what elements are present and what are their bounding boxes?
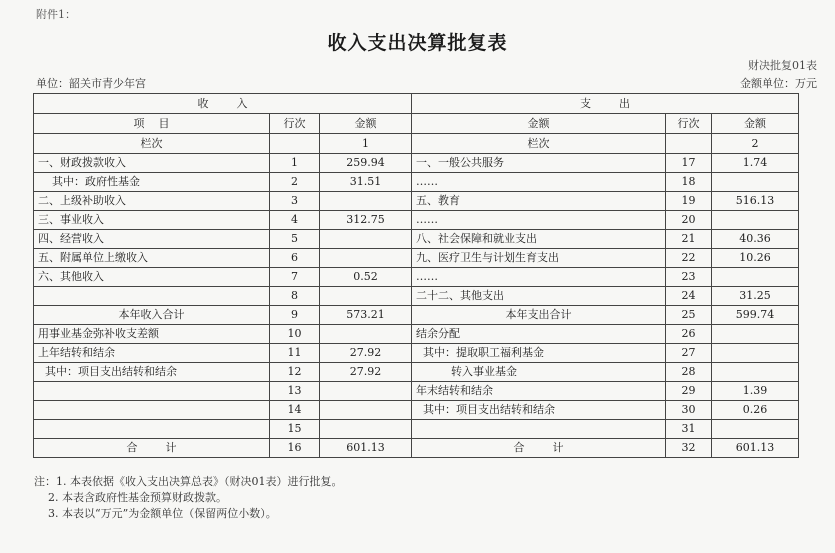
expense-item: 八、社会保障和就业支出 (412, 230, 666, 249)
expense-amount (712, 268, 799, 287)
table-row (34, 287, 799, 306)
expense-amount: 0.26 (712, 401, 799, 420)
income-amount: 312.75 (320, 211, 412, 230)
col-label-right: 栏次 (412, 134, 666, 154)
income-item: 二、上级补助收入 (34, 192, 270, 211)
expense-line-no-header: 行次 (666, 114, 712, 134)
expense-line-no: 20 (666, 211, 712, 230)
income-line-no: 4 (270, 211, 320, 230)
note-2: 2. 本表含政府性基金预算财政拨款。 (34, 491, 227, 504)
table-row (34, 211, 799, 230)
expense-line-no: 19 (666, 192, 712, 211)
income-item: 五、附属单位上缴收入 (34, 249, 270, 268)
expense-amount: 601.13 (712, 439, 799, 458)
expense-item: 五、教育 (412, 192, 666, 211)
income-amount (320, 401, 412, 420)
expense-line-no: 25 (666, 306, 712, 325)
income-line-no: 10 (270, 325, 320, 344)
expense-header: 支 出 (412, 94, 799, 114)
empty-cell (666, 134, 712, 154)
line-no-header: 行次 (270, 114, 320, 134)
table-row (34, 192, 799, 211)
income-amount: 573.21 (320, 306, 412, 325)
table-row (34, 344, 799, 363)
expense-amount (712, 344, 799, 363)
income-amount: 0.52 (320, 268, 412, 287)
income-item: 合 计 (34, 439, 270, 458)
income-amount (320, 287, 412, 306)
income-line-no: 9 (270, 306, 320, 325)
expense-line-no: 24 (666, 287, 712, 306)
expense-item: 一、一般公共服务 (412, 154, 666, 173)
expense-item-header: 金额 (412, 114, 666, 134)
header-row-col-index (34, 134, 799, 154)
expense-item: …… (412, 173, 666, 192)
col-no-right: 2 (712, 134, 799, 154)
expense-item (412, 420, 666, 439)
expense-item: …… (412, 268, 666, 287)
expense-amount: 10.26 (712, 249, 799, 268)
amount-unit: 金额单位：万元 (740, 77, 817, 90)
income-line-no: 3 (270, 192, 320, 211)
empty-cell (270, 134, 320, 154)
income-item: 六、其他收入 (34, 268, 270, 287)
expense-amount: 516.13 (712, 192, 799, 211)
expense-amount (712, 363, 799, 382)
expense-amount (712, 173, 799, 192)
income-item (34, 420, 270, 439)
income-line-no: 11 (270, 344, 320, 363)
income-amount (320, 249, 412, 268)
expense-line-no: 18 (666, 173, 712, 192)
table-row (34, 382, 799, 401)
report-table (33, 93, 799, 458)
expense-item: 年末结转和结余 (412, 382, 666, 401)
expense-amount: 31.25 (712, 287, 799, 306)
table-row (34, 230, 799, 249)
expense-amount: 1.74 (712, 154, 799, 173)
income-item (34, 382, 270, 401)
page-title: 收入支出决算批复表 (327, 32, 508, 54)
expense-item: 其中：提取职工福利基金 (412, 344, 666, 363)
expense-item: 结余分配 (412, 325, 666, 344)
table-row (34, 401, 799, 420)
income-amount (320, 420, 412, 439)
income-item: 本年收入合计 (34, 306, 270, 325)
income-item (34, 287, 270, 306)
expense-item: 其中：项目支出结转和结余 (412, 401, 666, 420)
income-amount (320, 192, 412, 211)
income-line-no: 14 (270, 401, 320, 420)
income-line-no: 16 (270, 439, 320, 458)
income-line-no: 12 (270, 363, 320, 382)
col-label-left: 栏次 (34, 134, 270, 154)
expense-amount: 40.36 (712, 230, 799, 249)
expense-line-no: 32 (666, 439, 712, 458)
table-row (34, 420, 799, 439)
income-item: 一、财政拨款收入 (34, 154, 270, 173)
table-row (34, 306, 799, 325)
income-amount: 31.51 (320, 173, 412, 192)
income-item-header: 项 目 (34, 114, 270, 134)
income-item: 三、事业收入 (34, 211, 270, 230)
income-amount: 259.94 (320, 154, 412, 173)
income-item: 上年结转和结余 (34, 344, 270, 363)
table-row (34, 439, 799, 458)
income-line-no: 5 (270, 230, 320, 249)
attachment-label: 附件1： (36, 8, 76, 21)
expense-line-no: 27 (666, 344, 712, 363)
income-line-no: 7 (270, 268, 320, 287)
note-3: 3. 本表以“万元”为金额单位（保留两位小数）。 (34, 507, 277, 520)
income-line-no: 1 (270, 154, 320, 173)
income-item: 用事业基金弥补收支差额 (34, 325, 270, 344)
expense-item: 转入事业基金 (412, 363, 666, 382)
expense-line-no: 29 (666, 382, 712, 401)
expense-line-no: 28 (666, 363, 712, 382)
income-line-no: 8 (270, 287, 320, 306)
expense-amount: 1.39 (712, 382, 799, 401)
expense-item: 合 计 (412, 439, 666, 458)
expense-item: 二十二、其他支出 (412, 287, 666, 306)
table-row (34, 173, 799, 192)
income-amount: 601.13 (320, 439, 412, 458)
expense-amount (712, 325, 799, 344)
income-item: 四、经营收入 (34, 230, 270, 249)
expense-line-no: 26 (666, 325, 712, 344)
income-item (34, 401, 270, 420)
income-header: 收 入 (34, 94, 412, 114)
income-amount: 27.92 (320, 344, 412, 363)
income-line-no: 13 (270, 382, 320, 401)
table-row (34, 249, 799, 268)
table-row (34, 268, 799, 287)
col-no-left: 1 (320, 134, 412, 154)
income-line-no: 2 (270, 173, 320, 192)
expense-line-no: 31 (666, 420, 712, 439)
income-amount: 27.92 (320, 363, 412, 382)
income-item: 其中：政府性基金 (34, 173, 270, 192)
expense-line-no: 17 (666, 154, 712, 173)
table-row (34, 154, 799, 173)
expense-item: 本年支出合计 (412, 306, 666, 325)
header-row-columns (34, 114, 799, 134)
income-amount (320, 325, 412, 344)
table-row (34, 325, 799, 344)
note-1: 注：1. 本表依据《收入支出决算总表》（财决01表）进行批复。 (34, 475, 343, 488)
expense-line-no: 21 (666, 230, 712, 249)
form-code: 财决批复01表 (748, 59, 817, 72)
income-amount (320, 382, 412, 401)
expense-item: 九、医疗卫生与计划生育支出 (412, 249, 666, 268)
amount-header: 金额 (320, 114, 412, 134)
expense-line-no: 22 (666, 249, 712, 268)
notes (34, 474, 343, 522)
expense-amount (712, 420, 799, 439)
income-item: 其中：项目支出结转和结余 (34, 363, 270, 382)
income-amount (320, 230, 412, 249)
expense-amount: 599.74 (712, 306, 799, 325)
expense-amount (712, 211, 799, 230)
income-line-no: 6 (270, 249, 320, 268)
expense-line-no: 23 (666, 268, 712, 287)
expense-item: …… (412, 211, 666, 230)
expense-line-no: 30 (666, 401, 712, 420)
header-row-section (34, 94, 799, 114)
income-line-no: 15 (270, 420, 320, 439)
unit-label: 单位：韶关市青少年宫 (36, 77, 146, 90)
table-row (34, 363, 799, 382)
expense-amount-header: 金额 (712, 114, 799, 134)
